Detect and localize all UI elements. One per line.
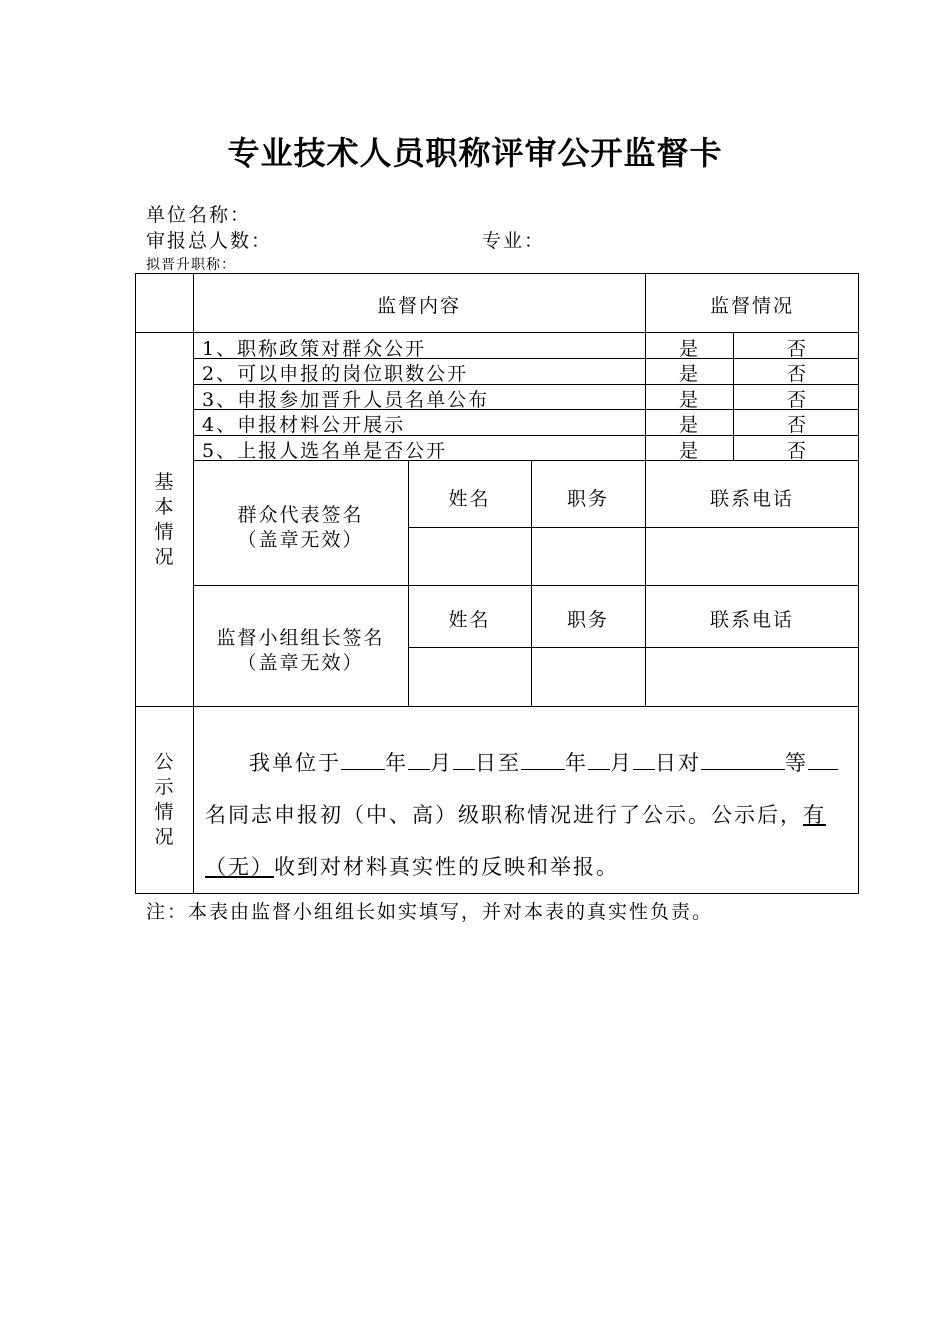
- major-label: 专业：: [482, 230, 546, 252]
- item-1-text: 1、职称政策对群众公开: [202, 338, 427, 360]
- item-3-text: 3、申报参加晋升人员名单公布: [202, 389, 490, 411]
- column-header-content: 监督内容: [376, 295, 461, 317]
- leader-col-duty: 职务: [566, 609, 609, 631]
- leader-col-name: 姓名: [448, 609, 491, 631]
- item-2-no: 否: [787, 363, 809, 385]
- item-5-yes: 是: [679, 440, 701, 462]
- item-3-no: 否: [787, 389, 809, 411]
- target-title-label: 拟晋升职称：: [146, 257, 236, 273]
- publicity-notice: 我单位于 年 月 日至 年 月 日对 等名同志申报初（中、高）级职称情况进行了公示。公示后，有（无）收到对材料真实性的反映和举报。: [205, 737, 850, 893]
- item-3-yes: 是: [679, 389, 701, 411]
- rep-col-duty: 职务: [566, 488, 609, 510]
- item-2-yes: 是: [679, 363, 701, 385]
- rep-sign-label: 群众代表签名: [237, 504, 364, 526]
- document-title: 专业技术人员职称评审公开监督卡: [227, 134, 723, 172]
- item-1-no: 否: [787, 338, 809, 360]
- item-2-text: 2、可以申报的岗位职数公开: [202, 363, 469, 385]
- item-4-no: 否: [787, 414, 809, 436]
- section-basic-label: 基 本 情 况: [154, 471, 174, 568]
- item-5-no: 否: [787, 440, 809, 462]
- rep-sign-note: （盖章无效）: [237, 529, 364, 551]
- leader-sign-note: （盖章无效）: [237, 652, 364, 674]
- rep-col-name: 姓名: [448, 488, 491, 510]
- footnote: 注：本表由监督小组组长如实填写，并对本表的真实性负责。: [146, 901, 714, 923]
- leader-col-phone: 联系电话: [709, 609, 794, 631]
- leader-sign-label: 监督小组组长签名: [216, 627, 385, 649]
- unit-name-label: 单位名称：: [146, 204, 252, 226]
- item-5-text: 5、上报人选名单是否公开: [202, 440, 448, 462]
- total-applicants-label: 审报总人数：: [146, 230, 273, 252]
- has-none-choice: 有（无）: [205, 803, 826, 879]
- item-1-yes: 是: [679, 338, 701, 360]
- item-4-yes: 是: [679, 414, 701, 436]
- rep-col-phone: 联系电话: [709, 488, 794, 510]
- section-public-label: 公 示 情 况: [154, 751, 174, 848]
- column-header-status: 监督情况: [709, 295, 794, 317]
- item-4-text: 4、申报材料公开展示: [202, 414, 406, 436]
